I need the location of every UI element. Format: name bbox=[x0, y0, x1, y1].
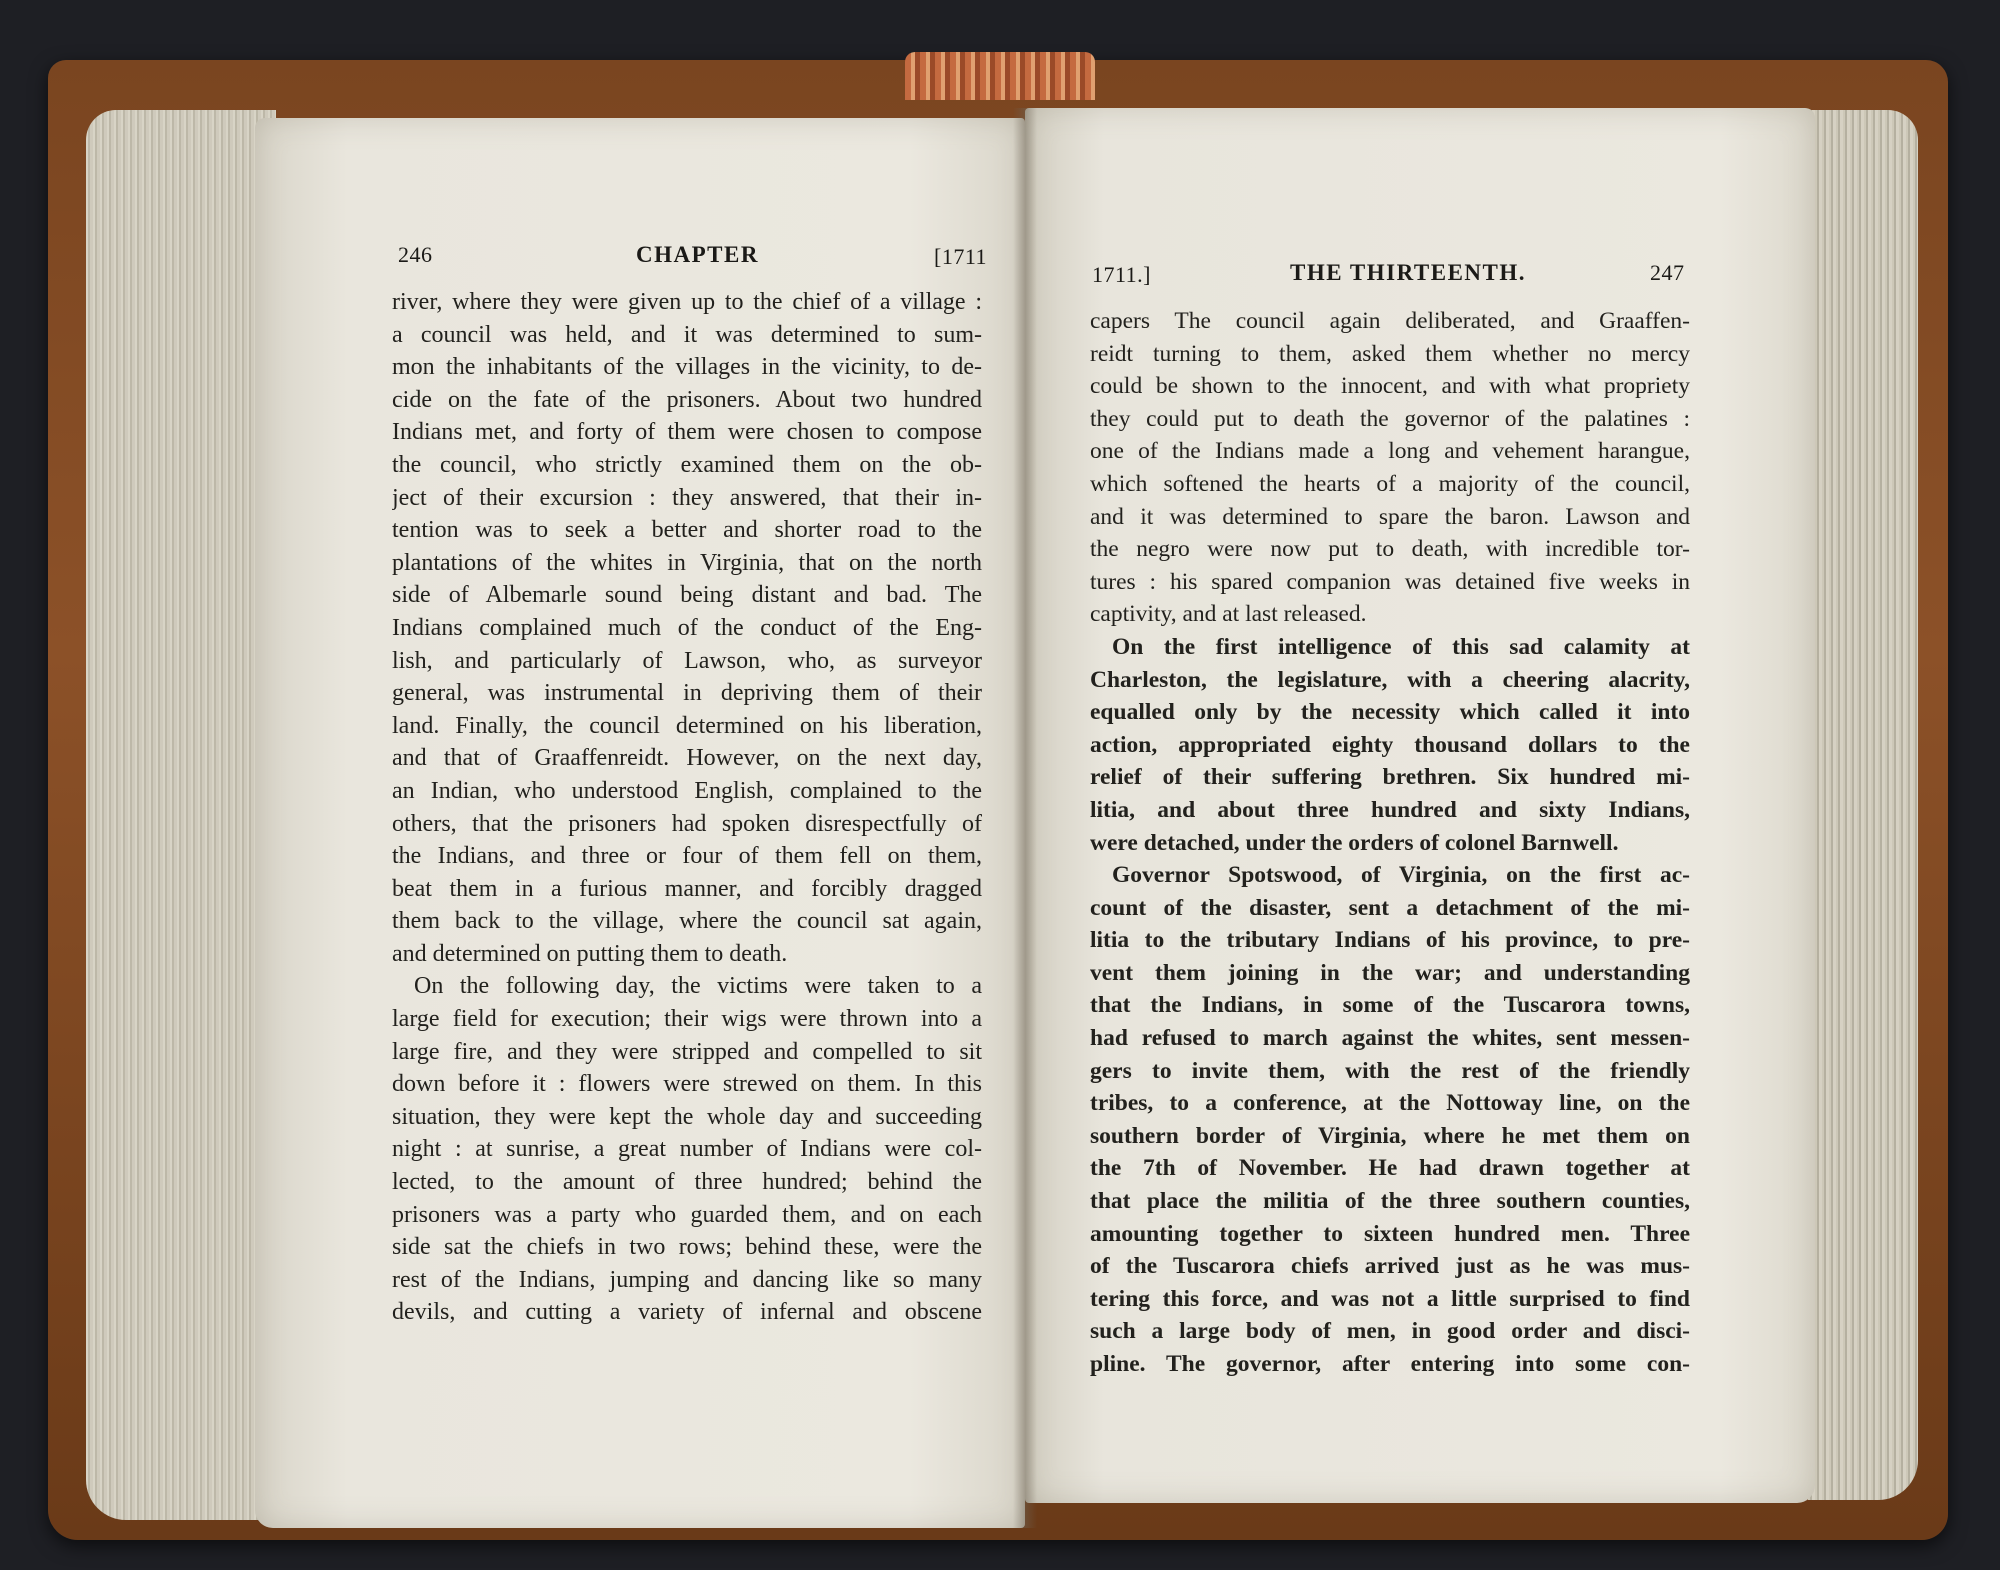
text-line: them back to the village, where the council sat again, bbox=[392, 908, 982, 935]
text-line: which softened the hearts of a majority of the council, bbox=[1090, 470, 1690, 497]
text-line: litia, and about three hundred and sixty Indians, bbox=[1090, 796, 1690, 823]
text-line: others, that the prisoners had spoken disrespectfully of bbox=[392, 810, 982, 837]
left-running-head: CHAPTER bbox=[636, 242, 759, 267]
text-line: the council, who strictly examined them on the ob- bbox=[392, 451, 982, 478]
text-line: mon the inhabitants of the villages in the vicinity, to de- bbox=[392, 354, 982, 381]
text-line: were detached, under the orders of colonel Barnwell. bbox=[1090, 829, 1619, 856]
text-line: tering this force, and was not a little surprised to find bbox=[1090, 1285, 1690, 1312]
text-line: litia to the tributary Indians of his province, to pre- bbox=[1090, 927, 1690, 954]
text-line: a council was held, and it was determined to sum- bbox=[392, 321, 982, 348]
text-line: pline. The governor, after entering into some con- bbox=[1090, 1351, 1690, 1377]
right-page-text bbox=[1090, 305, 1690, 1381]
text-line: had refused to march against the whites, sent messen- bbox=[1090, 1025, 1690, 1052]
text-line: one of the Indians made a long and vehement harangue, bbox=[1090, 438, 1690, 465]
text-line: and determined on putting them to death. bbox=[392, 940, 788, 967]
text-line: ject of their excursion : they answered, that their in- bbox=[392, 484, 982, 511]
text-line: an Indian, who understood English, complained to the bbox=[392, 777, 982, 804]
text-line: the Indians, and three or four of them fell on them, bbox=[392, 843, 982, 870]
right-page-number: 247 bbox=[1650, 260, 1685, 285]
text-line: situation, they were kept the whole day and succeeding bbox=[392, 1103, 982, 1130]
text-line: Indians complained much of the conduct of the Eng- bbox=[392, 614, 982, 641]
text-line: side sat the chiefs in two rows; behind these, were the bbox=[392, 1234, 982, 1261]
text-line: gers to invite them, with the rest of the friendly bbox=[1090, 1057, 1690, 1084]
text-line: the 7th of November. He had drawn together at bbox=[1090, 1155, 1690, 1182]
text-line: large field for execution; their wigs were thrown into a bbox=[392, 1006, 982, 1033]
text-line: land. Finally, the council determined on his liberation, bbox=[392, 712, 982, 739]
text-line: and that of Graaffenreidt. However, on the next day, bbox=[392, 745, 982, 772]
text-line: that place the militia of the three southern counties, bbox=[1090, 1188, 1690, 1215]
text-line: reidt turning to them, asked them whether no mercy bbox=[1090, 340, 1690, 367]
text-line: devils, and cutting a variety of infernal and obscene bbox=[392, 1299, 982, 1326]
text-line: captivity, and at last released. bbox=[1090, 601, 1367, 628]
text-line: side of Albemarle sound being distant and bad. The bbox=[392, 582, 982, 609]
text-line: tention was to seek a better and shorter road to the bbox=[392, 517, 982, 544]
text-line: amounting together to sixteen hundred men. Three bbox=[1090, 1220, 1690, 1247]
left-page-edges bbox=[86, 110, 276, 1520]
text-line: they could put to death the governor of the palatines : bbox=[1090, 405, 1690, 432]
text-line: southern border of Virginia, where he met them on bbox=[1090, 1122, 1690, 1149]
text-line: action, appropriated eighty thousand dollars to the bbox=[1090, 731, 1690, 758]
spine-headband bbox=[905, 52, 1095, 100]
text-line: Indians met, and forty of them were chosen to compose bbox=[392, 419, 982, 446]
text-line: down before it : flowers were strewed on them. In this bbox=[392, 1071, 982, 1098]
text-line: night : at sunrise, a great number of Indians were col- bbox=[392, 1136, 982, 1163]
text-line: Governor Spotswood, of Virginia, on the first ac- bbox=[1112, 862, 1690, 889]
left-year-mark: [1711 bbox=[934, 244, 988, 269]
text-line: prisoners was a party who guarded them, and on each bbox=[392, 1201, 982, 1228]
text-line: tribes, to a conference, at the Nottoway line, on the bbox=[1090, 1090, 1690, 1117]
text-line: beat them in a furious manner, and forcibly dragged bbox=[392, 875, 982, 902]
right-running-head: THE THIRTEENTH. bbox=[1290, 260, 1527, 285]
text-line: relief of their suffering brethren. Six hundred mi- bbox=[1090, 764, 1690, 791]
text-line: capers The council again deliberated, and Graaffen- bbox=[1090, 308, 1690, 334]
text-line: river, where they were given up to the chief of a village : bbox=[392, 289, 982, 315]
text-line: Charleston, the legislature, with a cheering alacrity, bbox=[1090, 666, 1690, 693]
book-gutter bbox=[1013, 108, 1037, 1528]
left-page-text bbox=[392, 286, 982, 1329]
text-line: lish, and particularly of Lawson, who, as surveyor bbox=[392, 647, 982, 674]
text-line: could be shown to the innocent, and with what propriety bbox=[1090, 373, 1690, 400]
text-line: that the Indians, in some of the Tuscarora towns, bbox=[1090, 992, 1690, 1019]
text-line: large fire, and they were stripped and compelled to sit bbox=[392, 1038, 982, 1065]
text-line: such a large body of men, in good order and disci- bbox=[1090, 1318, 1690, 1345]
left-page-number: 246 bbox=[398, 242, 433, 267]
text-line: On the following day, the victims were taken to a bbox=[414, 973, 982, 1000]
text-line: lected, to the amount of three hundred; behind the bbox=[392, 1169, 982, 1196]
text-line: count of the disaster, sent a detachment of the mi- bbox=[1090, 894, 1690, 921]
text-line: of the Tuscarora chiefs arrived just as he was mus- bbox=[1090, 1253, 1690, 1280]
text-line: general, was instrumental in depriving them of their bbox=[392, 680, 982, 707]
text-line: and it was determined to spare the baron. Lawson and bbox=[1090, 503, 1690, 530]
text-line: plantations of the whites in Virginia, that on the north bbox=[392, 549, 982, 576]
text-line: tures : his spared companion was detained five weeks in bbox=[1090, 568, 1690, 595]
text-line: the negro were now put to death, with incredible tor- bbox=[1090, 536, 1690, 563]
text-line: equalled only by the necessity which called it into bbox=[1090, 699, 1690, 726]
text-line: rest of the Indians, jumping and dancing like so many bbox=[392, 1266, 982, 1293]
text-line: vent them joining in the war; and understanding bbox=[1090, 959, 1690, 986]
text-line: On the first intelligence of this sad calamity at bbox=[1112, 633, 1690, 660]
right-year-mark: 1711.] bbox=[1092, 262, 1152, 287]
right-page-edges bbox=[1808, 110, 1918, 1500]
text-line: cide on the fate of the prisoners. About two hundred bbox=[392, 386, 982, 413]
